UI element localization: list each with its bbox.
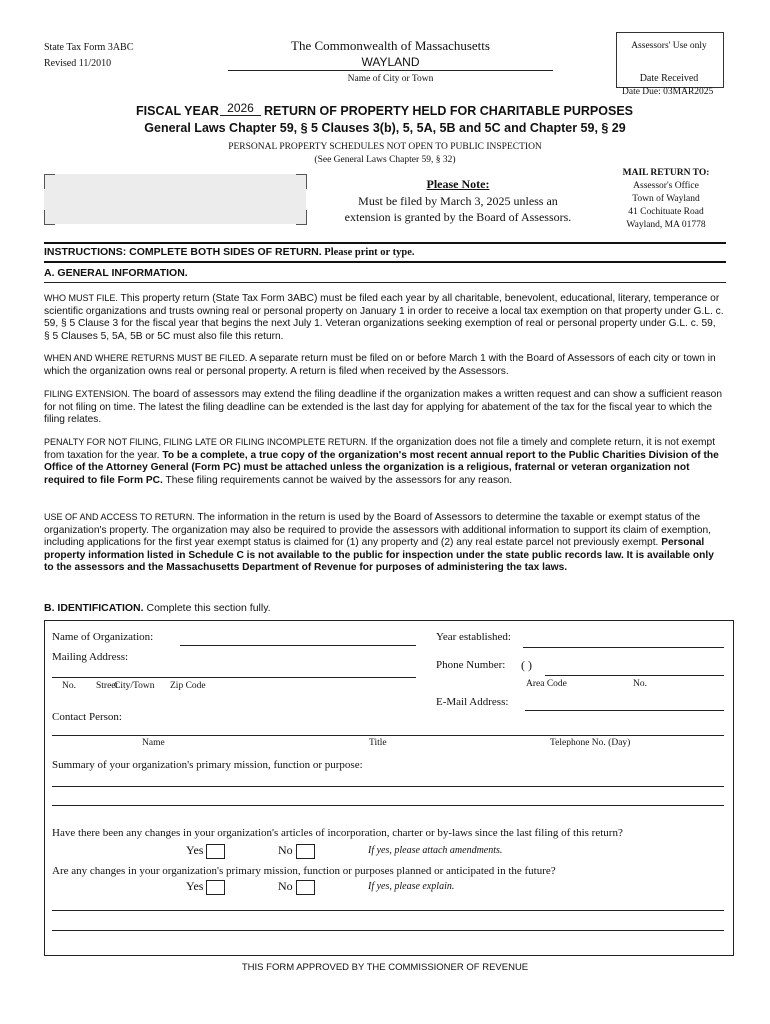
section-b-heading: B. IDENTIFICATION. — [44, 602, 144, 614]
address-window — [44, 174, 306, 224]
phone-field[interactable] — [545, 675, 724, 676]
q1-no-checkbox[interactable] — [296, 844, 315, 859]
instructions-line — [44, 246, 415, 258]
org-name-label: Name of Organization: — [52, 631, 154, 643]
date-received-label: Date Received — [639, 73, 699, 84]
section-a-heading: A. GENERAL INFORMATION. — [44, 267, 188, 279]
use-label: USE OF AND ACCESS TO RETURN. — [44, 512, 195, 522]
phone-label: Phone Number: — [436, 659, 506, 671]
q2-no-label: No — [278, 879, 293, 893]
summary-line-2[interactable] — [52, 805, 724, 806]
section-b-sub: Complete this section fully. — [146, 602, 271, 614]
question-2: Are any changes in your organization's primary mission, function or purposes planned or anticipated in the future? — [52, 865, 556, 877]
explain-line-1[interactable] — [52, 910, 724, 911]
q2-yes-checkbox[interactable] — [206, 880, 225, 895]
q1-yes-checkbox[interactable] — [206, 844, 225, 859]
email-field[interactable] — [525, 710, 724, 711]
mailing-label: Mailing Address: — [52, 651, 129, 663]
note-line-2: extension is granted by the Board of Assessors. — [344, 210, 572, 224]
who-must-file — [44, 292, 724, 343]
use-access — [44, 511, 724, 575]
q1-hint: If yes, please attach amendments. — [368, 845, 503, 856]
who-label: WHO MUST FILE. — [44, 293, 118, 303]
section-b-heading-line — [44, 602, 271, 614]
addr-city-caption: City/Town — [114, 681, 155, 691]
footer-approval: THIS FORM APPROVED BY THE COMMISSIONER OF REVENUE — [241, 962, 529, 973]
explain-line-2[interactable] — [52, 930, 724, 931]
note-heading: Please Note: — [426, 177, 490, 191]
mail-line-1: Assessor's Office — [633, 181, 699, 191]
q2-no-option[interactable] — [278, 879, 315, 895]
area-code-caption: Area Code — [526, 679, 567, 689]
when-text: A separate return must be filed on or before March 1 with the Board of Assessors of each city or town in which the organization owns real or personal property. A return is filed when received by the Assessors. — [44, 353, 716, 377]
fiscal-year-value: 2026 — [227, 101, 254, 115]
year-established-label: Year established: — [436, 631, 511, 643]
q2-hint: If yes, please explain. — [368, 881, 455, 892]
q1-yes-label: Yes — [186, 843, 204, 857]
when-where — [44, 352, 724, 378]
addr-zip-caption: Zip Code — [170, 681, 206, 691]
q2-yes-option[interactable] — [186, 879, 225, 895]
see-law-note: (See General Laws Chapter 59, § 32) — [314, 155, 456, 165]
law-reference: General Laws Chapter 59, § 5 Clauses 3(b), 5, 5A, 5B and 5C and Chapter 59, § 29 — [144, 121, 626, 135]
pen-text-2: These filing requirements cannot be waived by the assessors for any reason. — [165, 474, 513, 486]
contact-title-caption: Title — [369, 738, 387, 748]
mail-line-2: Town of Wayland — [632, 194, 700, 204]
filing-extension — [44, 388, 724, 427]
form-name: State Tax Form 3ABC — [44, 42, 134, 53]
pen-bold: To be a complete, a true copy of the organization's most recent annual report to the Public Charities Division of the Office of the Attorney General (Form PC) must be attached unless the organization is a religious, fraternal or veteran organization not required to file Form PC. — [44, 449, 719, 486]
revised-date: Revised 11/2010 — [44, 58, 112, 69]
assessors-use-label: Assessors' Use only — [631, 41, 707, 51]
city-caption: Name of City or Town — [347, 74, 434, 84]
date-due: Date Due: 03MAR2025 — [622, 87, 714, 97]
contact-tel-caption: Telephone No. (Day) — [550, 738, 631, 748]
use-text: The information in the return is used by the Board of Assessors to determine the taxable or exempt status of the organization's property. The organization may also be required to provide the assessors with additional information to support its claim of exemption, including applications for the first year exempt status is claimed for (1) any property and (2) any real estate parcel not previously exempt. — [44, 512, 711, 549]
contact-name-caption: Name — [142, 738, 165, 748]
note-line-1: Must be filed by March 3, 2025 unless an — [358, 194, 558, 208]
city-name: WAYLAND — [361, 55, 420, 69]
mail-line-4: Wayland, MA 01778 — [626, 220, 706, 230]
ext-text: The board of assessors may extend the filing deadline if the organization makes a written request and can show a sufficient reason for not filing on time. The latest the filing deadline can be extended is the last day for applying for abatement of the tax for the fiscal year to which the filing relates. — [44, 389, 722, 426]
use-bold: Personal property information listed in Schedule C is not available to the public for inspection under the state public records law. It is available only to the assessors and the Massachusetts Department of Revenue for purposes of administering the tax laws. — [44, 537, 714, 574]
when-label: WHEN AND WHERE RETURNS MUST BE FILED. — [44, 353, 248, 363]
question-1: Have there been any changes in your organization's articles of incorporation, charter or by-laws since the last filing of this return? — [52, 827, 623, 839]
contact-label: Contact Person: — [52, 711, 122, 723]
commonwealth-title: The Commonwealth of Massachusetts — [291, 38, 490, 53]
pen-label: PENALTY FOR NOT FILING, FILING LATE OR FILING INCOMPLETE RETURN. — [44, 437, 368, 447]
identification-box — [44, 620, 734, 956]
return-title: RETURN OF PROPERTY HELD FOR CHARITABLE PURPOSES — [264, 104, 634, 118]
contact-field[interactable] — [52, 735, 724, 736]
q1-yes-option[interactable] — [186, 843, 225, 859]
summary-label: Summary of your organization's primary mission, function or purpose: — [52, 759, 363, 771]
q1-no-label: No — [278, 843, 293, 857]
fiscal-year-label: FISCAL YEAR — [136, 104, 219, 118]
q2-yes-label: Yes — [186, 879, 204, 893]
instructions-bold: INSTRUCTIONS: COMPLETE BOTH SIDES OF RETURN. — [44, 246, 322, 258]
mailing-address-field[interactable] — [52, 677, 416, 678]
penalty — [44, 436, 724, 487]
addr-no-caption: No. — [62, 681, 76, 691]
year-established-field[interactable] — [523, 647, 724, 648]
q2-no-checkbox[interactable] — [296, 880, 315, 895]
q1-no-option[interactable] — [278, 843, 315, 859]
ext-label: FILING EXTENSION. — [44, 389, 131, 399]
mail-line-3: 41 Cochituate Road — [628, 207, 704, 217]
who-text: This property return (State Tax Form 3ABC) must be filed each year by all charitable, benevolent, educational, literary, temperance or scientific organizations and trusts owning real or personal property on January 1 in order to receive a local tax exemption on that property under G.L. c. 59, § 5 Clause 3 for the fiscal year that begins the next July 1. Veteran organizations seeking exemption of real or personal property under G.L. c. 59, § 5 Clauses 5, 5A, 5B or 5C must also file this return. — [44, 293, 724, 342]
phone-paren: ( ) — [521, 658, 532, 672]
email-label: E-Mail Address: — [436, 696, 509, 708]
addr-street-caption: Street — [96, 681, 119, 691]
org-name-field[interactable] — [180, 645, 416, 646]
phone-no-caption: No. — [633, 679, 647, 689]
not-open-notice: PERSONAL PROPERTY SCHEDULES NOT OPEN TO PUBLIC INSPECTION — [228, 142, 542, 152]
pen-text: If the organization does not file a timely and complete return, it is not exempt from taxation for the year. — [44, 437, 716, 461]
summary-line-1[interactable] — [52, 786, 724, 787]
mail-heading: MAIL RETURN TO: — [622, 168, 710, 178]
instructions-normal: Please print or type. — [324, 247, 415, 258]
